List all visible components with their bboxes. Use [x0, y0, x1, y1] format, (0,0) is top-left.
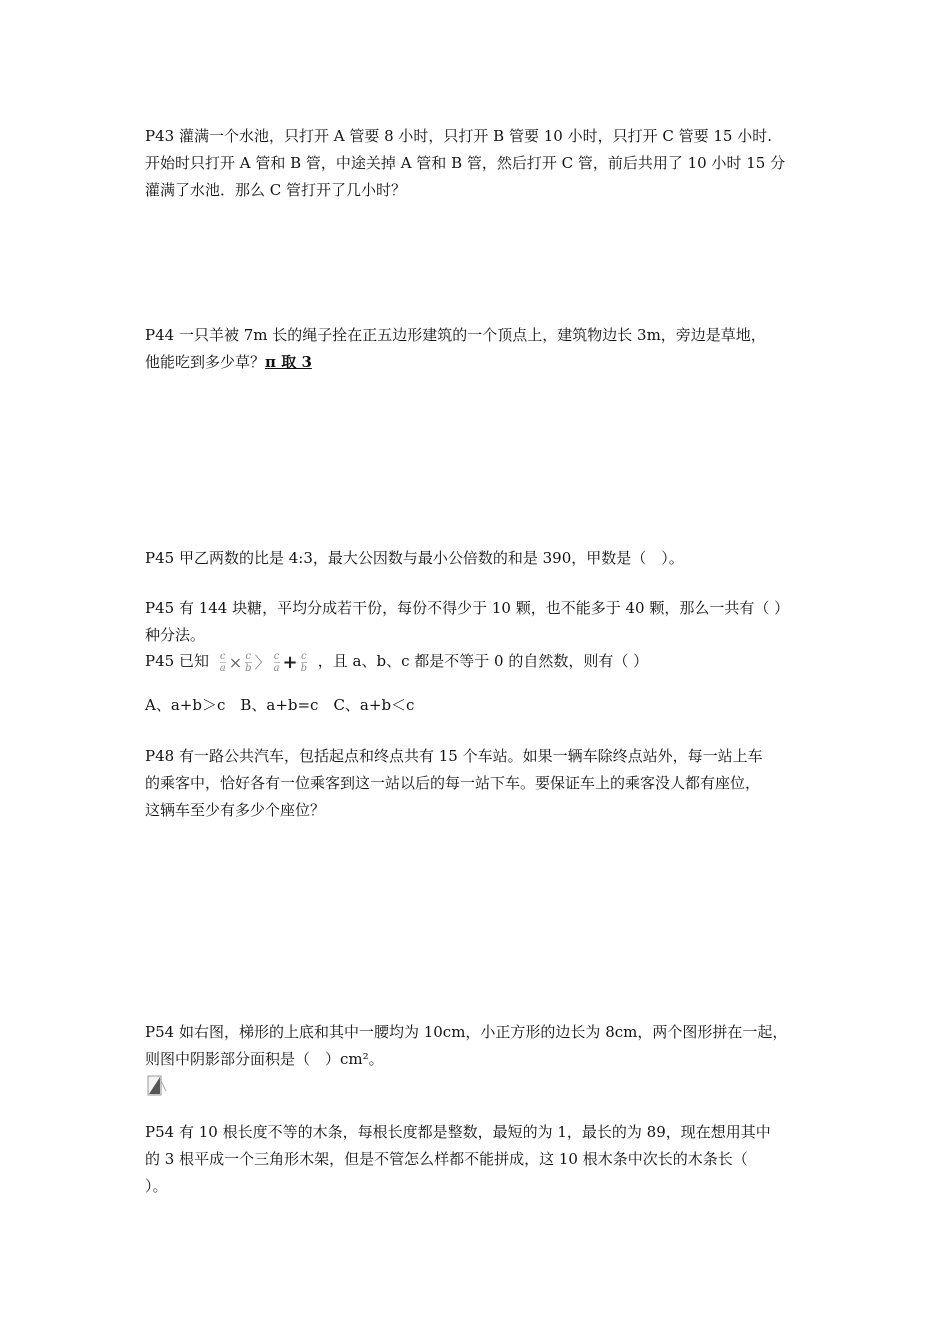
p44-line-1: P44 一只羊被 7m 长的绳子拴在正五边形建筑的一个顶点上，建筑物边长 3m，旁边是草地，	[145, 326, 766, 344]
problem-p44	[145, 322, 815, 376]
fraction-1	[219, 651, 227, 674]
frac3-den: a	[273, 662, 280, 674]
fraction-4	[300, 651, 308, 674]
p45a-line-1: P45 甲乙两数的比是 4:3，最大公因数与最小公倍数的和是 390，甲数是（ ）。	[145, 549, 684, 567]
p45c-options: A、a+b＞c B、a+b=c C、a+b＜c	[145, 695, 415, 714]
fraction-formula	[218, 648, 309, 676]
frac2-den: b	[245, 662, 252, 674]
p43-line-3: 灌满了水池．那么 C 管打开了几小时？	[145, 181, 407, 199]
p44-line-2: 他能吃到多少草？	[145, 353, 266, 371]
problem-p45b	[145, 595, 815, 649]
greater-sign: 〉	[254, 652, 271, 672]
p54b-line-3: ）。	[145, 1177, 168, 1195]
problem-p48	[145, 743, 815, 824]
p45c-suffix: ，且 a、b、c 都是不等于 0 的自然数，则有（ ）	[317, 652, 649, 670]
problem-p45a	[145, 545, 815, 572]
figure-image	[147, 1073, 167, 1097]
p45b-line-1: P45 有 144 块糖，平均分成若干份，每份不得少于 10 颗，也不能多于 40 颗，那么一共有（ ）	[145, 599, 790, 617]
p43-line-1: P43 灌满一个水池，只打开 A 管要 8 小时，只打开 B 管要 10 小时，只打开 C 管要 15 小时.	[145, 127, 772, 145]
pi-note: π 取 3	[265, 353, 312, 371]
problem-p54a	[145, 1019, 815, 1073]
fraction-2	[244, 651, 252, 674]
p45c-prefix: P45 已知	[145, 652, 209, 670]
problem-p43	[145, 123, 815, 204]
frac1-den: a	[219, 662, 226, 674]
p48-line-2: 的乘客中，恰好各有一位乘客到这一站以后的每一站下车。要保证车上的乘客没人都有座位，	[145, 774, 761, 792]
frac2-num: c	[245, 650, 252, 662]
p54b-line-1: P54 有 10 根长度不等的木条，每根长度都是整数，最短的为 1，最长的为 89，现在想用其中	[145, 1123, 771, 1141]
p45c-formula-line	[145, 648, 815, 676]
problem-p45c	[145, 648, 815, 719]
p48-line-3: 这辆车至少有多少个座位？	[145, 801, 326, 819]
frac4-num: c	[300, 650, 307, 662]
frac1-num: c	[219, 650, 226, 662]
times-sign: ×	[228, 652, 243, 672]
fraction-3	[273, 651, 281, 674]
p54a-line-1: P54 如右图，梯形的上底和其中一腰均为 10cm，小正方形的边长为 8cm，两个图形拼在一起，	[145, 1023, 788, 1041]
p44-line-2-wrap	[145, 349, 815, 376]
frac4-den: b	[300, 662, 307, 674]
plus-sign: +	[282, 651, 298, 673]
frac3-num: c	[273, 650, 280, 662]
p54b-line-2: 的 3 根平成一个三角形木架，但是不管怎么样都不能拼成，这 10 根木条中次长的木条长（	[145, 1150, 748, 1168]
p43-line-2: 开始时只打开 A 管和 B 管，中途关掉 A 管和 B 管，然后打开 C 管，前后共用了 10 小时 15 分	[145, 154, 786, 172]
trapezoid-figure	[147, 1073, 167, 1097]
p48-line-1: P48 有一路公共汽车，包括起点和终点共有 15 个车站。如果一辆车除终点站外，每一站上车	[145, 747, 763, 765]
p54a-line-2: 则图中阴影部分面积是（ ）cm²。	[145, 1050, 384, 1068]
problem-p54b	[145, 1119, 815, 1200]
p45b-line-2: 种分法。	[145, 626, 206, 644]
